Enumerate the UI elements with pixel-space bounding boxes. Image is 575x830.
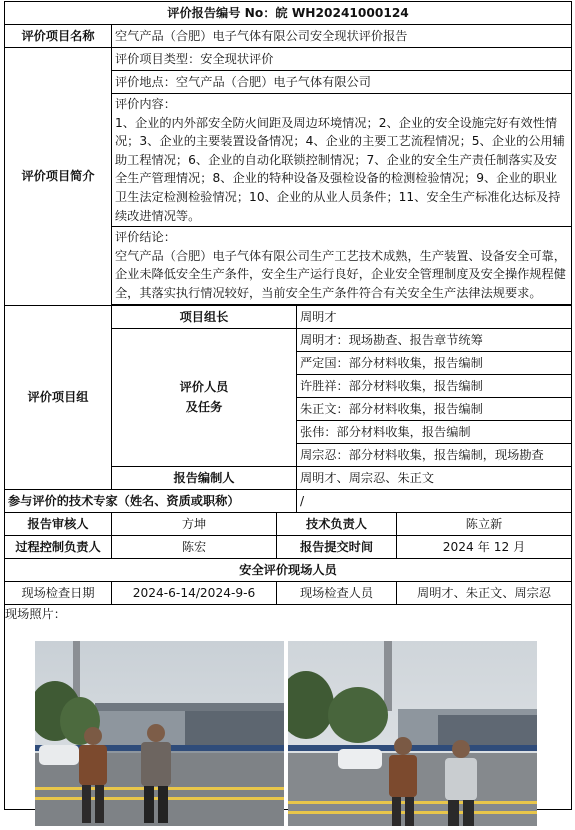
evaluation-conclusion-text: 空气产品（合肥）电子气体有限公司生产工艺技术成熟，生产装置、设备安全可靠，企业未降低安全生产条件，安全生产运行良好，企业安全管理制度及安全操作规程健全，其落实执行情况较好，当前安全生产条件符合有关安全生产法律法规要求。	[115, 248, 566, 300]
evaluation-conclusion	[112, 227, 572, 304]
project-intro-label: 评价项目简介	[5, 48, 112, 306]
evaluation-content	[112, 94, 572, 227]
inspect-date-label: 现场检查日期	[5, 581, 112, 604]
staff-item: 严定国：部分材料收集，报告编制	[297, 351, 572, 374]
staff-label	[112, 328, 297, 466]
staff-label-line-1: 评价人员	[179, 380, 229, 395]
experts-value: /	[297, 489, 572, 512]
leader-label: 项目组长	[112, 305, 297, 328]
compilers: 周明才、周宗忍、朱正文	[297, 466, 572, 489]
inspect-people: 周明才、朱正文、周宗忍	[397, 581, 572, 604]
project-group-label: 评价项目组	[5, 305, 112, 489]
tech-lead-label: 技术负责人	[277, 512, 397, 535]
evaluation-content-title: 评价内容：	[115, 97, 176, 111]
project-type: 评价项目类型：安全现状评价	[112, 48, 572, 71]
site-photo-1	[35, 641, 284, 826]
evaluation-conclusion-title: 评价结论：	[115, 230, 176, 245]
tech-lead: 陈立新	[397, 512, 572, 535]
staff-item: 周明才：现场勘查、报告章节统筹	[297, 328, 572, 351]
compiler-label: 报告编制人	[112, 466, 297, 489]
project-name-label: 评价项目名称	[5, 25, 112, 48]
project-location: 评价地点：空气产品（合肥）电子气体有限公司	[112, 71, 572, 94]
staff-item: 张伟：部分材料收集，报告编制	[297, 420, 572, 443]
staff-item: 周宗忍：部分材料收集，报告编制，现场勘查	[297, 443, 572, 466]
inspect-date: 2024-6-14/2024-9-6	[112, 581, 277, 604]
submit-time: 2024 年 12 月	[397, 535, 572, 558]
report-sheet	[4, 1, 571, 828]
reviewer: 方坤	[112, 512, 277, 535]
reviewer-label: 报告审核人	[5, 512, 112, 535]
onsite-header: 安全评价现场人员	[5, 558, 572, 581]
leader-name: 周明才	[297, 305, 572, 328]
staff-label-line-2: 及任务	[185, 400, 223, 415]
process-control-label: 过程控制负责人	[5, 535, 112, 558]
staff-item: 朱正文：部分材料收集，报告编制	[297, 397, 572, 420]
experts-label: 参与评价的技术专家（姓名、资质或职称）	[5, 489, 297, 512]
inspect-people-label: 现场检查人员	[277, 581, 397, 604]
report-number: 评价报告编号 No：皖 WH20241000124	[5, 2, 572, 25]
site-photo-2	[288, 641, 537, 826]
submit-time-label: 报告提交时间	[277, 535, 397, 558]
project-name: 空气产品（合肥）电子气体有限公司安全现状评价报告	[112, 25, 572, 48]
staff-item: 许胜祥：部分材料收集，报告编制	[297, 374, 572, 397]
process-control-person: 陈宏	[112, 535, 277, 558]
photos-label: 现场照片：	[5, 606, 66, 621]
evaluation-content-text: 1、企业的内外部安全防火间距及周边环境情况；2、企业的安全设施完好有效性情况；3、企业的主要装置设备情况；4、企业的主要工艺流程情况；5、企业的公用辅助工程情况；6、企业的自动化联锁控制情况；7、企业的安全生产责任制落实及安全生产管理情况；8、企业的特种设备及强检设备的检测检验情况；9、企业的职业卫生法定检测检验情况；10、企业的从业人员条件；11、安全生产标准化达标及持续改进情况等。	[115, 115, 565, 223]
